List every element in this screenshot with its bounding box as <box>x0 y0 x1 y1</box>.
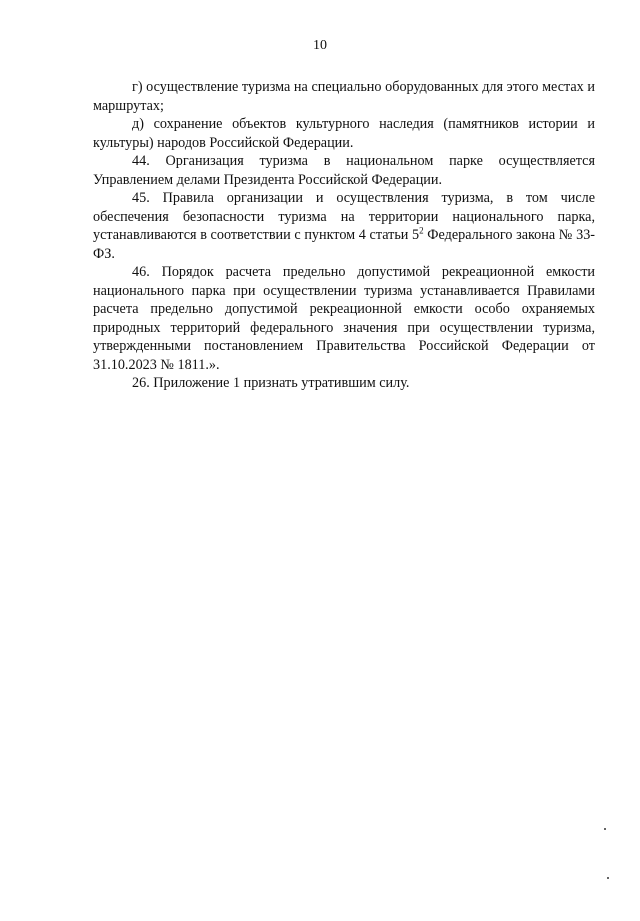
paragraph-44: 44. Организация туризма в национальном парке осуществляется Управлением делами Президента Российской Федерации. <box>93 153 595 188</box>
document-body <box>93 78 595 393</box>
article-superscript: 2 <box>419 225 424 236</box>
paragraph-g: г) осуществление туризма на специально оборудованных для этого местах и маршрутах; <box>93 79 595 114</box>
paragraph-45-text-before: 45. Правила организации и осуществления туризма, в том числе обеспечения безопасности туризма на территории национального парка, устанавливаются в соответствии с пунктом 4 статьи 5 <box>93 190 595 243</box>
paragraph-d: д) сохранение объектов культурного наследия (памятников истории и культуры) народов Российской Федерации. <box>93 116 595 151</box>
scan-speck <box>607 877 609 879</box>
paragraph-46: 46. Порядок расчета предельно допустимой рекреационной емкости национального парка при осуществлении туризма устанавливается Правилами расчета предельно допустимой рекреационной емкости особо охраняемых природных территорий федерального значения при осуществлении туризма, утвержденными постановлением Правительства Российской Федерации от 31.10.2023 № 1811.». <box>93 264 595 373</box>
paragraph-26: 26. Приложение 1 признать утратившим силу. <box>132 375 410 391</box>
page-number: 10 <box>313 38 327 53</box>
paragraph-45 <box>93 189 595 263</box>
scan-speck <box>604 828 606 830</box>
paragraph-45-text-after: Федерального закона № 33-ФЗ. <box>93 227 596 262</box>
